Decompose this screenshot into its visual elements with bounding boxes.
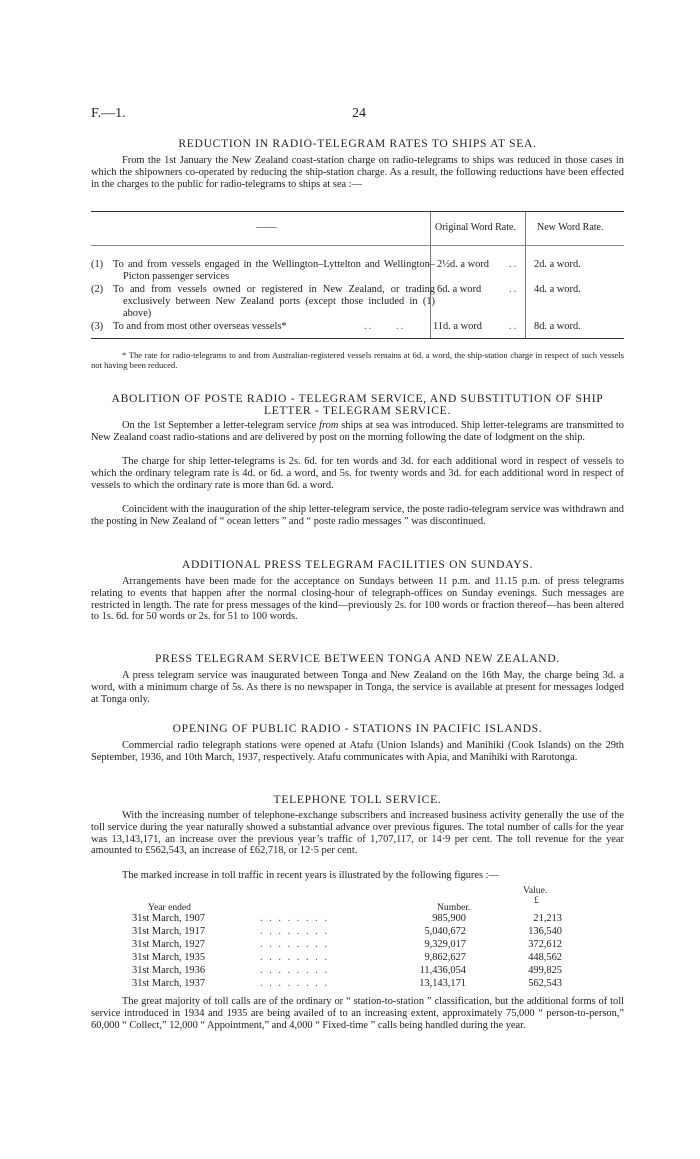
section-heading-press-sundays: ADDITIONAL PRESS TELEGRAM FACILITIES ON SUNDAYS. bbox=[181, 558, 534, 571]
leader-dots: . . . . . . . . bbox=[260, 939, 329, 950]
leader-dots: .. bbox=[509, 321, 519, 332]
section-heading-abolition: ABOLITION OF POSTE RADIO - TELEGRAM SERVICE, AND SUBSTITUTION OF SHIP bbox=[111, 392, 604, 405]
column-divider bbox=[430, 212, 431, 245]
leader-dots: . . . . . . . . bbox=[260, 965, 329, 976]
abolition-paragraph-1 bbox=[91, 420, 624, 444]
toll-row bbox=[132, 913, 602, 926]
page-number: 24 bbox=[352, 106, 366, 121]
rates-row-num: (1) bbox=[91, 259, 104, 270]
toll-row-number: 13,143,171 bbox=[419, 978, 466, 989]
abolition-paragraph-2: The charge for ship letter-telegrams is 2s. 6d. for ten words and 3d. for each additional word in respect of vessels to which the ordinary telegram rate is 4d. or 6d. a word, and 5s. for twenty words and 3d. for each additional word in respect of vessels to which the ordinary rate is more than 6d. a word. bbox=[91, 456, 624, 491]
toll-row-year: 31st March, 1936 bbox=[132, 965, 206, 976]
toll-row-number: 9,329,017 bbox=[424, 939, 466, 950]
rates-table bbox=[91, 211, 624, 339]
column-divider bbox=[525, 212, 526, 245]
rates-row-original: 11d. a word bbox=[433, 321, 482, 332]
section-heading-pacific-stations: OPENING OF PUBLIC RADIO - STATIONS IN PACIFIC ISLANDS. bbox=[172, 722, 543, 735]
abolition-p1-start: On the 1st September a letter-telegram service bbox=[122, 420, 320, 431]
rates-row-original: 2½d. a word bbox=[437, 259, 489, 270]
leader-dots: . . . . . . . . bbox=[260, 978, 329, 989]
rates-row-desc: To and from vessels owned or registered in New Zealand, or trading exclusively between New Zealand ports (except those included in (1) above) bbox=[113, 284, 435, 319]
toll-row-value: 136,540 bbox=[528, 926, 562, 937]
toll-row-number: 9,862,627 bbox=[424, 952, 466, 963]
toll-row-value: 499,825 bbox=[528, 965, 562, 976]
radio-rates-intro: From the 1st January the New Zealand coast-station charge on radio-telegrams to ships was reduced in those cases in which the shipowners co-operated by reducing the ship-station charge. As a result, the following reductions have been effected in the charges to the public for radio-telegrams to ships at sea :— bbox=[91, 155, 624, 190]
section-heading-abolition-line-2: LETTER - TELEGRAM SERVICE. bbox=[263, 404, 452, 417]
toll-row-number: 985,900 bbox=[432, 913, 466, 924]
section-heading-radio-rates: REDUCTION IN RADIO-TELEGRAM RATES TO SHIPS AT SEA. bbox=[178, 137, 537, 150]
toll-row bbox=[132, 978, 602, 991]
toll-row bbox=[132, 952, 602, 965]
leader-dots: .. .. bbox=[364, 321, 406, 332]
abolition-p1-end: ships at sea was introduced. Ship letter-telegrams are transmitted to New Zealand coast radio-stations and are delivered by post on the morning following the date of lodgment on the ship. bbox=[91, 420, 624, 443]
rates-row-desc: To and from most other overseas vessels* bbox=[113, 321, 287, 332]
toll-paragraph-2: The marked increase in toll traffic in recent years is illustrated by the following figures :— bbox=[122, 870, 499, 881]
section-heading-toll-service: TELEPHONE TOLL SERVICE. bbox=[273, 793, 442, 806]
number-header: Number. bbox=[437, 902, 471, 913]
new-word-rate-header: New Word Rate. bbox=[537, 222, 604, 233]
abolition-p1-emphasis: from bbox=[319, 420, 339, 431]
leader-dots: . . . . . . . . bbox=[260, 926, 329, 937]
leader-dots: . . . . . . . . bbox=[260, 913, 329, 924]
year-ended-header: Year ended bbox=[148, 902, 191, 913]
rates-row-new: 2d. a word. bbox=[534, 259, 581, 270]
toll-row-year: 31st March, 1907 bbox=[132, 913, 206, 924]
toll-row-value: 448,562 bbox=[528, 952, 562, 963]
section-heading-tonga: PRESS TELEGRAM SERVICE BETWEEN TONGA AND NEW ZEALAND. bbox=[154, 652, 561, 665]
abolition-paragraph-3: Coincident with the inauguration of the ship letter-telegram service, the poste radio-telegram service was withdrawn and the posting in New Zealand of “ ocean letters ” and “ poste radio messages ” was discontinued. bbox=[91, 504, 624, 527]
leader-dots: .. bbox=[509, 284, 519, 295]
toll-row-year: 31st March, 1927 bbox=[132, 939, 206, 950]
value-unit-header: £ bbox=[534, 895, 539, 906]
toll-row bbox=[132, 965, 602, 978]
toll-row-value: 21,213 bbox=[533, 913, 562, 924]
rates-row-new: 4d. a word. bbox=[534, 284, 581, 295]
toll-row-value: 562,543 bbox=[528, 978, 562, 989]
press-sundays-paragraph: Arrangements have been made for the acceptance on Sundays between 11 p.m. and 11.15 p.m. of press telegrams relating to events that happen after the normal closing-hour of telegraph-offices on Sunday evenings. Such messages are restricted in length. The rate for press messages of the kind—previously 2s. for 100 words or fraction thereof—has been altered to 1s. 6d. for 50 words or 2s. for 51 to 100 words. bbox=[91, 576, 624, 623]
toll-row-number: 5,040,672 bbox=[424, 926, 466, 937]
rates-row-num: (3) bbox=[91, 321, 104, 332]
toll-row-year: 31st March, 1935 bbox=[132, 952, 206, 963]
toll-row-year: 31st March, 1937 bbox=[132, 978, 206, 989]
toll-row-value: 372,612 bbox=[528, 939, 562, 950]
pacific-stations-paragraph: Commercial radio telegraph stations were opened at Atafu (Union Islands) and Manihiki (Cook Islands) on the 29th September, 1936, and 10th March, 1937, respectively. Atafu communicates with Apia, and Manihiki with Rarotonga. bbox=[91, 740, 624, 763]
column-divider bbox=[525, 246, 526, 338]
toll-row-year: 31st March, 1917 bbox=[132, 926, 206, 937]
toll-paragraph-1: With the increasing number of telephone-exchange subscribers and increased business activity generally the use of the toll service during the year naturally showed a substantial advance over previous figures. The total number of calls for the year was 13,143,171, an increase over the previous year’s traffic of 1,707,117, or 14·9 per cent. The toll revenue for the year amounted to £562,543, an increase of £62,718, or 12·5 per cent. bbox=[91, 810, 624, 857]
rates-row-desc: To and from vessels engaged in the Wellington–Lyttelton and Wellington–Picton passenger services bbox=[113, 259, 435, 282]
value-header: Value. bbox=[523, 885, 548, 896]
toll-paragraph-3: The great majority of toll calls are of the ordinary or “ station-to-station ” classification, but the additional forms of toll service introduced in 1934 and 1935 are being availed of to an increasing extent, approximately 75,000 “ person-to-person,” 60,000 “ Collect,” 12,000 “ Appointment,” and 4,000 “ Fixed-time ” calls being handled during the year. bbox=[91, 996, 624, 1031]
toll-row bbox=[132, 939, 602, 952]
original-word-rate-header: Original Word Rate. bbox=[435, 222, 516, 233]
rates-table-header bbox=[91, 211, 624, 246]
toll-row-number: 11,436,054 bbox=[419, 965, 466, 976]
leader-dots: .. bbox=[509, 259, 519, 270]
rates-row-original: 6d. a word bbox=[437, 284, 482, 295]
page-reference: F.—1. bbox=[91, 106, 126, 121]
rates-row-new: 8d. a word. bbox=[534, 321, 581, 332]
leader-dots: . . . . . . . . bbox=[260, 952, 329, 963]
rates-footnote: * The rate for radio-telegrams to and from Australian-registered vessels remains at 6d. a word, the ship-station charge in respect of such vessels not having been reduced. bbox=[91, 350, 624, 370]
tonga-paragraph: A press telegram service was inaugurated between Tonga and New Zealand on the 16th May, the charge being 3d. a word, with a minimum charge of 5s. As there is no newspaper in Tonga, the service is available at present for messages lodged at Tonga only. bbox=[91, 670, 624, 705]
rates-row-num: (2) bbox=[91, 284, 104, 295]
rates-table-blank-header: —— bbox=[256, 222, 277, 233]
rates-table-body bbox=[91, 246, 624, 339]
toll-row bbox=[132, 926, 602, 939]
